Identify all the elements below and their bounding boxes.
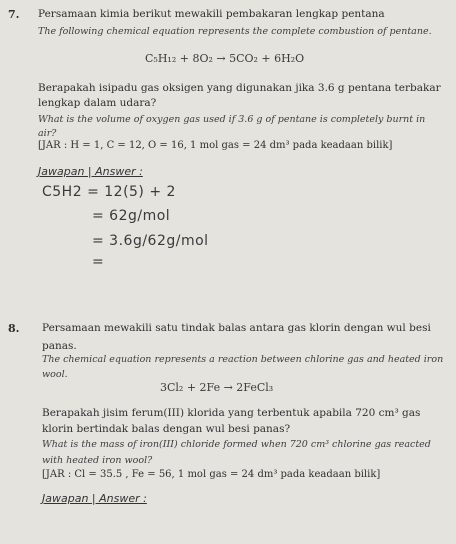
question-8-english-line-2: wool. [42, 369, 68, 380]
question-8-english-line-1: The chemical equation represents a reaction between chlorine gas and heated iron [42, 354, 444, 365]
question-7-number: 7. [8, 8, 20, 21]
question-8-malay-line-1: Persamaan mewakili satu tindak balas antara gas klorin dengan wul besi [42, 322, 431, 334]
question-8-equation: 3Cl₂ + 2Fe → 2FeCl₃ [160, 381, 274, 394]
question-7-data-line: [JAR : H = 1, C = 12, O = 16, 1 mol gas = 24 dm³ pada keadaan bilik] [38, 140, 393, 151]
question-7-malay-question-1: Berapakah isipadu gas oksigen yang digunakan jika 3.6 g pentana terbakar [38, 82, 441, 94]
question-8-number: 8. [8, 322, 20, 335]
working-line-1: C5H2 = 12(5) + 2 [42, 184, 176, 200]
question-8-answer-heading [42, 492, 147, 505]
answer-heading-text: Jawapan | Answer : [38, 165, 143, 178]
question-7-answer-heading [38, 165, 143, 178]
question-8-malay-line-2: panas. [42, 340, 77, 352]
working-line-2: = 62g/mol [92, 208, 171, 224]
working-line-4: = [92, 254, 105, 270]
question-8-data-line: [JAR : Cl = 35.5 , Fe = 56, 1 mol gas = 24 dm³ pada keadaan bilik] [42, 469, 381, 480]
question-7-english-question-1: What is the volume of oxygen gas used if 3.6 g of pentane is completely burnt in [38, 114, 426, 125]
working-line-3: = 3.6g/62g/mol [92, 233, 209, 249]
question-7-english-question-2: air? [38, 128, 57, 139]
question-7-equation: C₅H₁₂ + 8O₂ → 5CO₂ + 6H₂O [145, 52, 305, 65]
question-8-english-question-1: What is the mass of iron(III) chloride formed when 720 cm³ chlorine gas reacted [42, 439, 431, 450]
question-7-malay-line: Persamaan kimia berikut mewakili pembakaran lengkap pentana [38, 8, 385, 20]
answer-heading-text: Jawapan | Answer : [42, 492, 147, 505]
question-8-malay-question-1: Berapakah jisim ferum(III) klorida yang terbentuk apabila 720 cm³ gas [42, 407, 421, 419]
question-8-malay-question-2: klorin bertindak balas dengan wul besi panas? [42, 423, 291, 435]
question-7-malay-question-2: lengkap dalam udara? [38, 97, 157, 109]
question-8-english-question-2: with heated iron wool? [42, 455, 153, 466]
question-7-english-line: The following chemical equation represents the complete combustion of pentane. [38, 26, 432, 37]
